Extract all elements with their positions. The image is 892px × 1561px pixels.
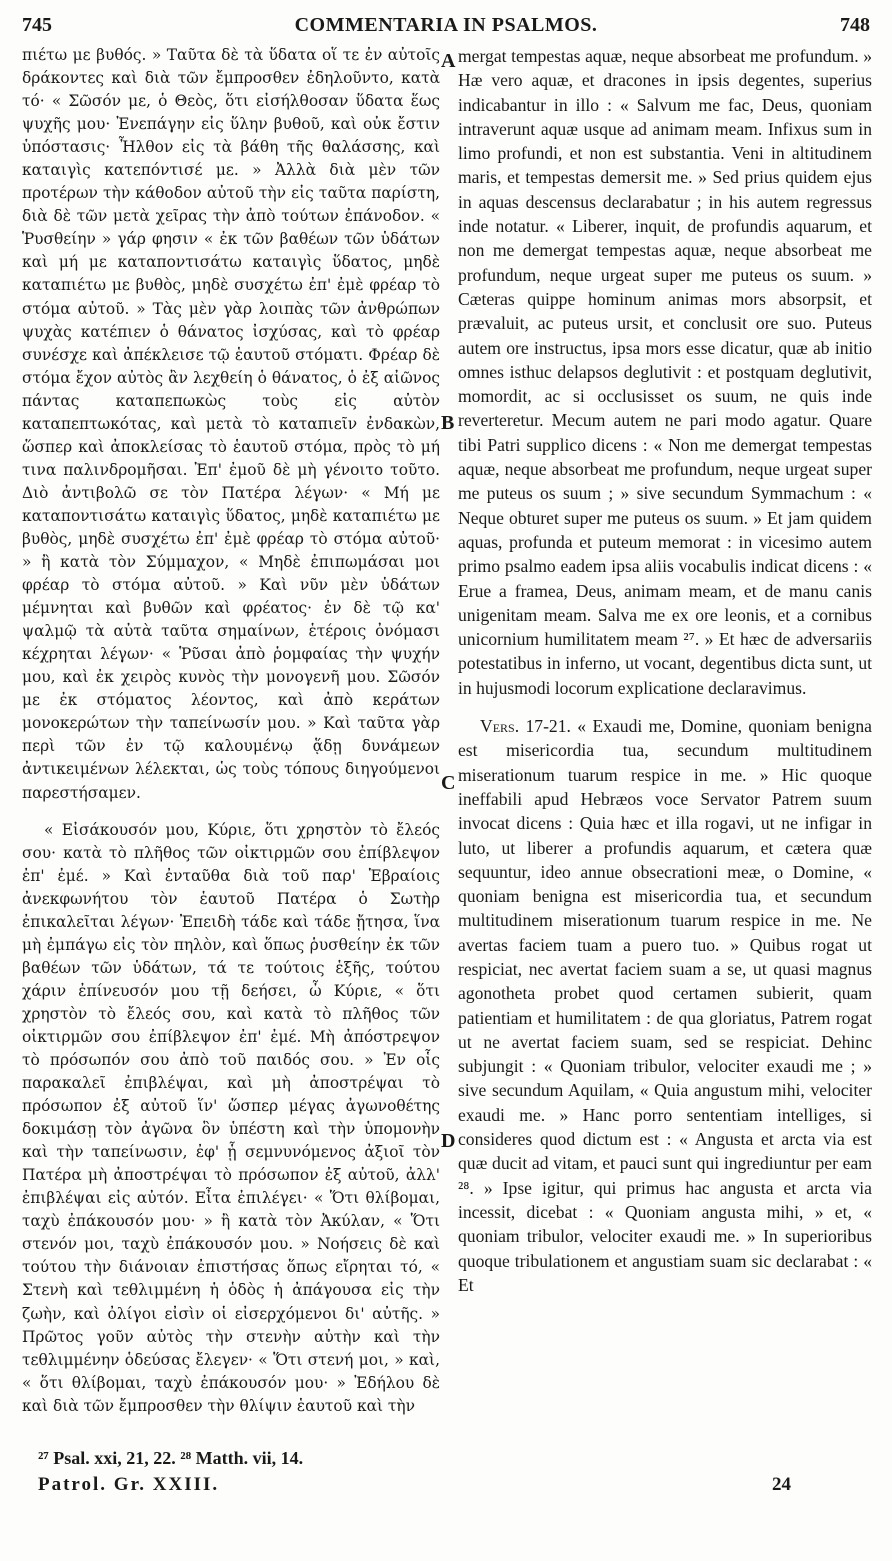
running-title: COMMENTARIA IN PSALMOS.: [294, 14, 598, 36]
footnotes: ²⁷ Psal. xxi, 21, 22. ²⁸ Matth. vii, 14.: [38, 1448, 304, 1468]
greek-paragraph-2: « Εἰσάκουσόν μου, Κύριε, ὅτι χρηστὸν τὸ ἔλεός σου· κατὰ τὸ πλῆθος τῶν οἰκτιρμῶν σου ἐπίβλεψον ἐπ' ἐμέ. » Καὶ ἐνταῦθα διὰ τοῦ παρ' Ἑβραίοις ἀνεκφωνήτου τὸν ἑαυτοῦ Πατέρα ὁ Σωτὴρ ἐπικαλεῖται λέγων· Ἐπειδὴ τάδε καὶ τάδε ᾔτησα, ἵνα μὴ ἐμπάγω εἰς τὸν πηλὸν, καὶ ὅπως ῥυσθείην ἐκ τῶν βαθέων τῶν ὑδάτων, τά τε τούτοις ἑξῆς, τούτου χάριν ἐπίνευσόν μου τῇ δεήσει, ὦ Κύριε, « ὅτι χρηστὸν τὸ ἔλεός σου, καὶ κατὰ τὸ πλῆθος τῶν οἰκτιρμῶν σου ἐπίβλεψον ἐπ' ἐμέ. Μὴ ἀπόστρεψον τὸ πρόσωπόν σου ἀπὸ τοῦ παιδός σου. » Ἐν οἷς παρακαλεῖ ἐπιβλέψαι, καὶ μὴ ἀποστρέψαι τὸ πρόσωπον ἐξ αὐτοῦ ἵν' ὥσπερ μέγας ἀγωνοθέτης δοκιμάσῃ τὸν ἀγῶνα ὃν ὑπέστη καὶ τὴν ὑπομονὴν καὶ τὴν ταπείνωσιν, ἐφ' ᾗ σεμνυνόμενος ἀξιοῖ τὸν Πατέρα μὴ ἀποστρέψαι τὸ πρόσωπον ἐξ αὐτοῦ, ἀλλ' ἐπιβλέψαι εἰς αὐτόν. Εἶτα ἐπιλέγει· « Ὅτι θλίβομαι, ταχὺ ἐπάκουσόν μου· » ἢ κατὰ τὸν Ἀκύλαν, « Ὅτι στενόν μοι, ταχὺ ἐπάκουσόν μου. » Νοήσεις δὲ καὶ τούτου τὴν διάνοιαν ἐπιστήσας ὅπως εἴρηται τό, « Στενὴ καὶ τεθλιμμένη ἡ ὁδὸς ἡ ἀπάγουσα εἰς τὴν ζωὴν, καὶ ὀλίγοι εἰσὶν οἱ εἰσερχόμενοι δι' αὐτῆς. » Πρῶτος γοῦν αὐτὸς τὴν στενὴν αὐτὴν καὶ τὴν τεθλιμμένην ὁδεύσας ἔλεγεν· « Ὅτι στενή μοι, » καὶ, « ὅτι θλίβομαι, ταχὺ ἐπάκουσόν μου· » Ἐδήλου δὲ καὶ διὰ τῶν ἔμπροσθεν τὴν θλίψιν ἑαυτοῦ καὶ τὴν: [22, 820, 440, 1415]
latin-paragraph-1: mergat tempestas aquæ, neque absorbeat me profundum. » Hæ vero aquæ, et dracones in ipsis degentes, superius indicabantur in illo : « Salvum me fac, Deus, quoniam intraverunt aquæ usque ad animam meam. Infixus sum in limo profundi, et non est substantia. Veni in altitudinem maris, et tempestas demersit me. » Sed prius quidem ejus in aquas descensus declarabatur ; in his autem regressus inde notatur. « Liberer, inquit, de profundis aquarum, et non me demergat tempestas aquæ, neque absorbeat me profundum, neque urgeat super me puteus os suum. » Cæteras quippe hominum animas mors absorpsit, et prævaluit, ac puteus ursit, et conclusit ore suo. Puteus autem ore instructus, ipsa mors esse dicatur, quæ ab initio omnes isthuc delapsos deglutivit : et postquam deglutivit, momordit, ac si occlusisset os suum, ne quis inde reverteretur. Mecum autem ne pari modo agatur. Quare tibi Patri supplico dicens : « Non me demergat tempestas aquæ, neque absorbeat me profundum, neque urgeat super me puteus os suum ; » sive secundum Symmachum : « Neque obturet super me puteus os suum. » Et jam quidem aquas, profunda et puteum memorat : in vicesimo autem primo psalmo eadem ipsa aliis vocabulis indicat dicens : « Erue a framea, Deus, animam meam, et de manu canis unigenitam meam. Salva me ex ore leonis, et a cornibus unicornium humilitatem meam ²⁷. » Et hæc de adversariis potestatibus in inferno, ut vocant, degentibus dicta sunt, ut in hujusmodi locorum explicatione declaravimus.: [458, 46, 872, 698]
page-number-left: 745: [22, 14, 52, 36]
margin-marker-a: A: [441, 50, 456, 72]
greek-column: [22, 44, 440, 1418]
margin-marker-b: B: [441, 412, 455, 434]
latin-column: [458, 44, 872, 1297]
series-footer: Patrol. Gr. XXIII.: [38, 1474, 220, 1495]
latin-paragraph-2-text: « Exaudi me, Domine, quoniam benigna est misericordia tua, secundum multitudinem miserationum tuarum respice in me. » Hic quoque ineffabili apud Hebræos voce Servator Patrem suum invocat dicens : Quia hæc et illa rogavi, ut ne infigar in luto, ut liberer a profundis aquarum, et cætera quæ sequuntur, ideo annue obsecrationi meæ, o Domine, « quoniam benigna est misericordia tua, et secundum multitudinem miserationum tuarum respice in me. Ne avertas faciem tuam a puero tuo. » Quibus rogat ut respiciat, nec avertat faciem suam a se, ut quasi magnus agonotheta probet quod certamen subierit, quam patientiam et humilitatem : de qua gloriatus, Patrem rogat ut ne avertat faciem suam, sed se respiciat. Dehinc subjungit : « Quoniam tribulor, velociter exaudi me ; » sive secundum Aquilam, « Quia angustum mihi, velociter exaudi me. » Hanc porro sententiam intelliges, si consideres quod dictum est : « Angusta et arcta via est quæ ducit ad vitam, et pauci sunt qui ingrediuntur per eam ²⁸. » Ipse igitur, qui primus hac angusta et arcta via incessit, dicebat : « Quoniam angusta mihi, » et, « quoniam tribulor, velociter exaudi me. » In superioribus quoque tribulationem et angustiam suam sic declarabat : « Et: [458, 716, 872, 1295]
greek-paragraph-1: πιέτω με βυθός. » Ταῦτα δὲ τὰ ὕδατα οἵ τε ἐν αὐτοῖς δράκοντες καὶ διὰ τῶν ἔμπροσθεν ἐδηλοῦντο, κατὰ τό· « Σῶσόν με, ὁ Θεὸς, ὅτι εἰσήλθοσαν ὕδατα ἕως ψυχῆς μου· Ἐνεπάγην εἰς ὕλην βυθοῦ, καὶ οὐκ ἔστιν ὑπόστασις· Ἦλθον εἰς τὰ βάθη τῆς θαλάσσης, καὶ καταιγὶς κατεπόντισέ με. » Ἀλλὰ διὰ μὲν τῶν προτέρων τὴν κάθοδον αὐτοῦ τὴν εἰς ταῦτα παρίστη, διὰ δὲ τῶν μετὰ χεῖρας τὴν ἀπὸ τούτων ἐπάνοδον. « Ῥυσθείην » γάρ φησιν « ἐκ τῶν βαθέων τῶν ὑδάτων καὶ μή με καταποντισάτω καταιγὶς ὕδατος, μηδὲ καταπιέτω με βυθὸς, μηδὲ συσχέτω ἐπ' ἐμὲ φρέαρ τὸ στόμα αὐτοῦ. » Τὰς μὲν γὰρ λοιπὰς τῶν ἀνθρώπων ψυχὰς κατέπιεν ὁ θάνατος ἰσχύσας, καὶ τὸ φρέαρ συνέσχε καὶ ἀπέκλεισε τῷ ἑαυτοῦ στόματι. Φρέαρ δὲ στόμα ἔχον αὐτὸς ἂν λεχθείη ὁ θάνατος, ὁ ἐξ αἰῶνος πάντας καταπεπωκὼς τοὺς εἰς αὐτὸν καταπεπτωκότας, καὶ μετὰ τὸ καταπιεῖν ἐνδακὼν, ὥσπερ καὶ ἀποκλείσας τὸ ἑαυτοῦ στόμα, πρὸς τὸ μή τινα παλινδρομῆσαι. Ἐπ' ἐμοῦ δὲ μὴ γένοιτο τοῦτο. Διὸ ἀντιβολῶ σε τὸν Πατέρα λέγων· « Μή με καταποντισάτω καταιγὶς ὕδατος, μηδὲ καταπιέτω με βυθὸς, μηδὲ συσχέτω ἐπ' ἐμὲ φρέαρ τὸ στόμα αὐτοῦ· » ἢ κατὰ τὸν Σύμμαχον, « Μηδὲ ἐπιπωμάσαι μοι φρέαρ τὸ στόμα αὐτοῦ. » Καὶ νῦν μὲν ὑδάτων μέμνηται καὶ βυθῶν καὶ φρέατος· ἐν δὲ τῷ κα' ψαλμῷ τὰ αὐτὰ ταῦτα σημαίνων, ἑτέροις ὀνόμασι κέχρηται λέγων· « Ῥῦσαι ἀπὸ ῥομφαίας τὴν ψυχήν μου, καὶ ἐκ χειρὸς κυνὸς τὴν μονογενῆ μου. Σῶσόν με ἐκ στόματος λέοντος, καὶ ἀπὸ κεράτων μονοκερώτων τὴν ταπείνωσίν μου. » Καὶ ταῦτα γὰρ περὶ τῶν ἐν τῷ καλουμένῳ ᾅδῃ δυνάμεων ἀντικειμένων λέλεκται, ὡς τοὺς τόπους διηγούμενοι παρεστήσαμεν.: [22, 46, 440, 802]
verse-label: Vers. 17-21.: [480, 716, 571, 737]
margin-marker-d: D: [441, 1130, 456, 1152]
latin-paragraph-2: [458, 714, 872, 1297]
signature-number: 24: [772, 1474, 791, 1495]
margin-marker-c: C: [441, 772, 456, 794]
page-number-right: 748: [840, 14, 870, 36]
page-header: [22, 14, 870, 38]
